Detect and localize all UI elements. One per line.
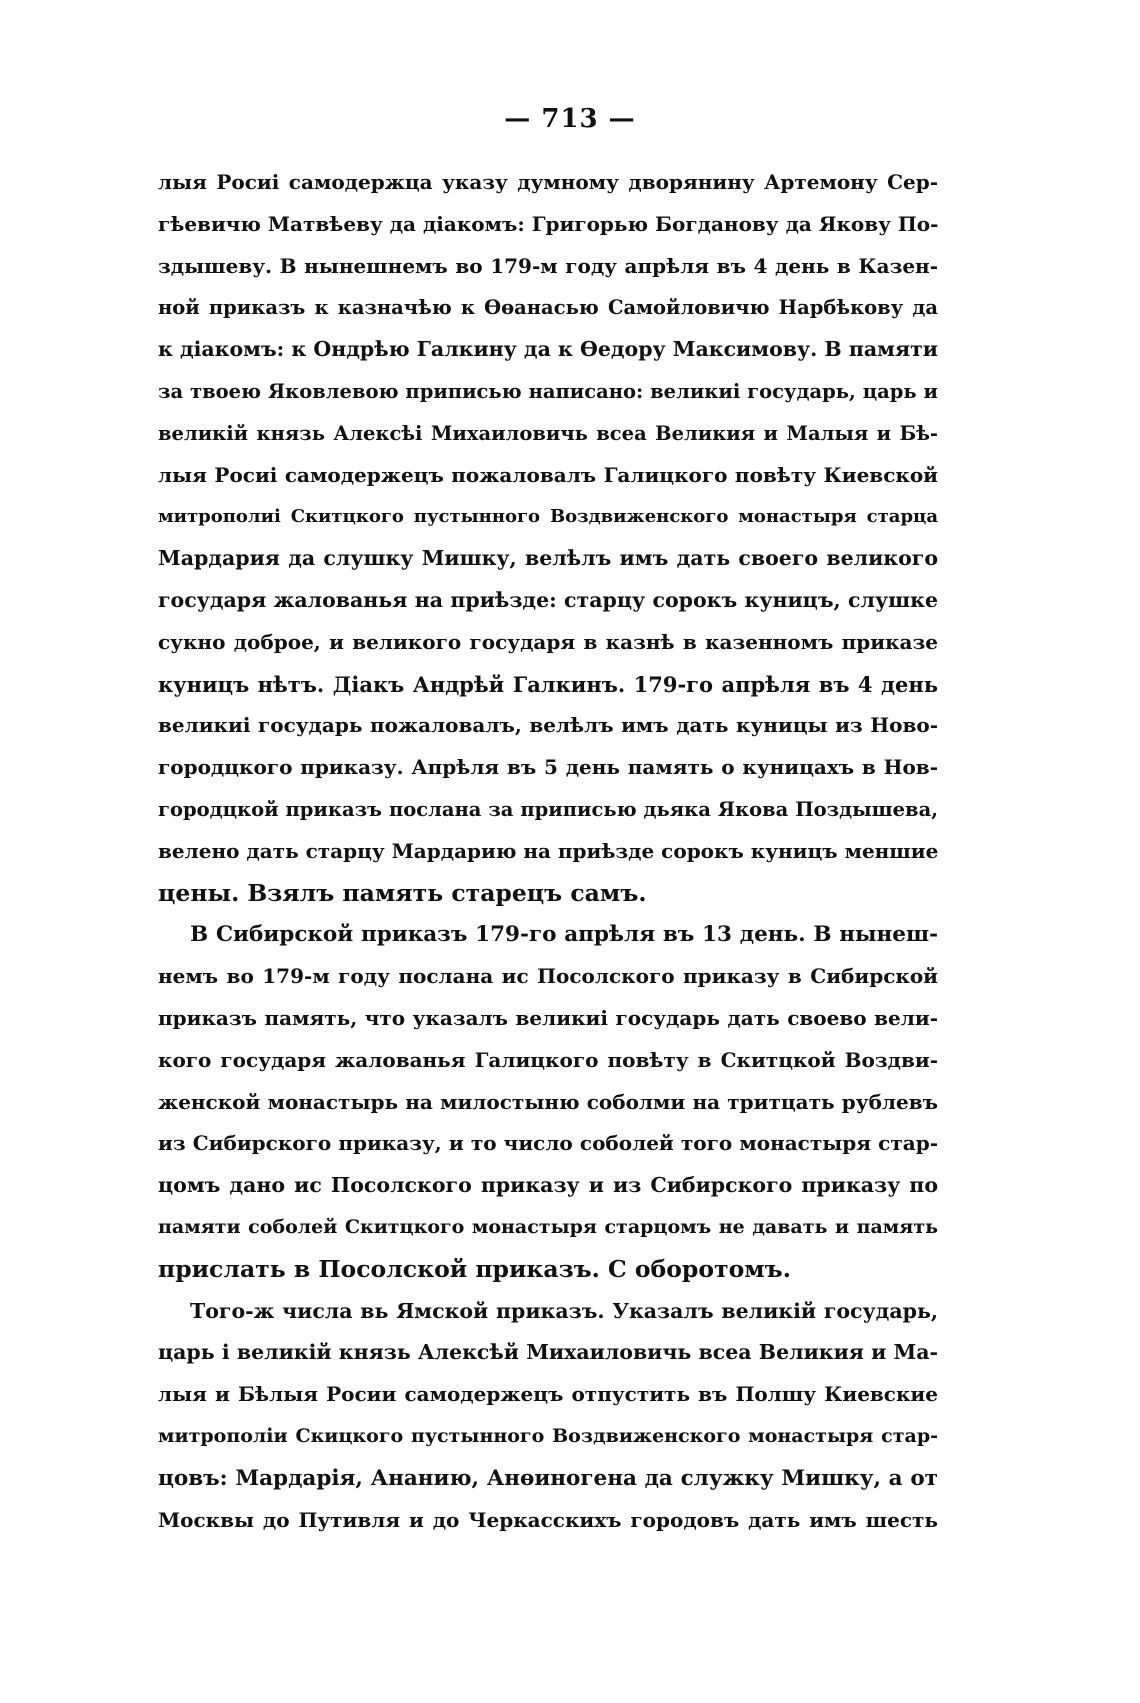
text-line: из Сибирского приказу, и то число соболей того монастыря стар- <box>158 1131 938 1156</box>
text-line: гѣевичю Матвѣеву да діакомъ: Григорью Богданову да Якову По- <box>158 211 938 236</box>
text-line: городцкого приказу. Апрѣля въ 5 день память о куницахъ в Нов- <box>158 755 938 780</box>
text-line: женской монастырь на милостыню соболми на тритцать рублевъ <box>158 1089 938 1114</box>
text-line: государя жалованья на приѣзде: старцу сорокъ куницъ, слушке <box>158 587 938 612</box>
text-line: здышеву. В нынешнемъ во 179-м году апрѣля въ 4 день в Казен- <box>158 253 938 278</box>
text-line: Того-ж числа вь Ямской приказъ. Указалъ великій государь, <box>190 1298 938 1323</box>
text-line: цены. Взялъ память старецъ самъ. <box>158 878 647 907</box>
text-line: прислать в Посолской приказъ. С оборотомъ. <box>158 1254 791 1283</box>
text-line: сукно доброе, и великого государя в казнѣ в казенномъ приказе <box>158 629 938 654</box>
text-line: великій князь Алексѣі Михаиловичь всеа Великия и Малыя и Бѣ- <box>158 421 938 445</box>
text-line: кого государя жалованья Галицкого повѣту в Скитцкой Воздви- <box>158 1047 938 1072</box>
text-line: митрополіи Скицкого пустынного Воздвиженского монастыря стар- <box>158 1424 938 1447</box>
text-line: за твоею Яковлевою приписью написано: великиі государь, царь и <box>158 379 938 403</box>
text-line: царь і великій князь Алексѣй Михаиловичь всеа Великия и Ма- <box>158 1340 938 1365</box>
page-number: — 713 — <box>504 104 636 134</box>
text-line: немъ во 179-м году послана ис Посолского приказу в Сибирской <box>158 964 938 989</box>
text-line: лыя Росиі самодержецъ пожаловалъ Галицкого повѣту Киевской <box>158 462 938 487</box>
text-line: цомъ дано ис Посолского приказу и из Сибирского приказу по <box>158 1173 938 1198</box>
text-line: Мардария да слушку Мишку, велѣлъ имъ дать своего великого <box>158 546 938 571</box>
text-line: цовъ: Мардарія, Ананию, Анөиногена да служку Мишку, а от <box>158 1465 938 1491</box>
text-line: Москвы до Путивля и до Черкасскихъ городовъ дать имъ шесть <box>158 1507 938 1532</box>
text-line: В Сибирской приказъ 179-го апрѣля въ 13 день. В нынеш- <box>190 922 938 948</box>
text-line: ной приказъ к казначѣю к Өөанасью Самойловичю Нарбѣкову да <box>158 296 938 320</box>
text-line: городцкой приказъ послана за приписью дьяка Якова Поздышева, <box>158 797 938 821</box>
text-line: великиі государь пожаловалъ, велѣлъ имъ дать куницы из Ново- <box>158 713 938 738</box>
text-line: памяти соболей Скитцкого монастыря старцомъ не давать и память <box>158 1215 938 1238</box>
text-line: приказъ память, что указалъ великиі государь дать своево вели- <box>158 1005 938 1030</box>
text-line: велено дать старцу Мардарию на приѣзде сорокъ куницъ меншие <box>158 838 938 863</box>
body-text <box>158 162 938 1541</box>
text-line: лыя Росиі самодержца указу думному дворянину Артемону Сер- <box>158 170 938 194</box>
text-line: лыя и Бѣлыя Росии самодержецъ отпустить въ Полшу Киевские <box>158 1382 938 1407</box>
text-line: к діакомъ: к Ондрѣю Галкину да к Өедору Максимову. В памяти <box>158 337 938 362</box>
text-line: митрополиі Скитцкого пустынного Воздвиженского монастыря старца <box>158 506 938 528</box>
text-line: куницъ нѣтъ. Діакъ Андрѣй Галкинъ. 179-го апрѣля въ 4 день <box>158 671 938 697</box>
